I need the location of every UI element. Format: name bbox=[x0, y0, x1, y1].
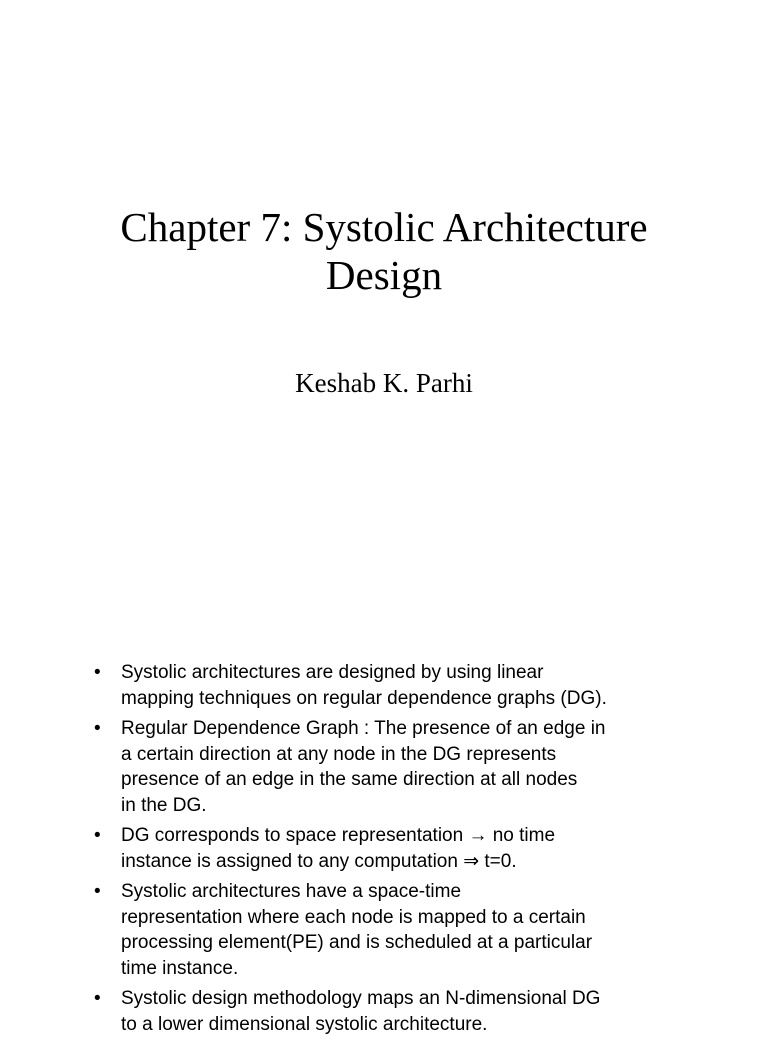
bullet-item bbox=[90, 879, 690, 981]
bullet-item bbox=[90, 660, 690, 711]
chapter-title bbox=[40, 203, 728, 299]
bullet-text: Systolic architectures have a space-time representation where each node is mapped to a certain processing element(PE) and is scheduled at a particular time instance. bbox=[121, 881, 593, 979]
bullet-text: Systolic design methodology maps an N-dimensional DG to a lower dimensional systolic architecture. bbox=[121, 988, 601, 1035]
chapter-title-line-1: Chapter 7: Systolic Architecture bbox=[120, 204, 648, 250]
bullet-item bbox=[90, 823, 690, 874]
bullet-item bbox=[90, 986, 690, 1037]
bullet-text: DG corresponds to space representation → no time instance is assigned to any computation ⇒ t=0. bbox=[121, 825, 556, 872]
bullet-item bbox=[90, 716, 690, 818]
author-name: Keshab K. Parhi bbox=[295, 368, 473, 398]
chapter-title-line-2: Design bbox=[325, 252, 443, 298]
bullet-text: Regular Dependence Graph : The presence of an edge in a certain direction at any node in the DG represents presence of an edge in the same direction at all nodes in the DG. bbox=[121, 718, 606, 816]
bullet-text: Systolic architectures are designed by using linear mapping techniques on regular dependence graphs (DG). bbox=[121, 662, 607, 709]
bullet-list bbox=[90, 660, 690, 1042]
